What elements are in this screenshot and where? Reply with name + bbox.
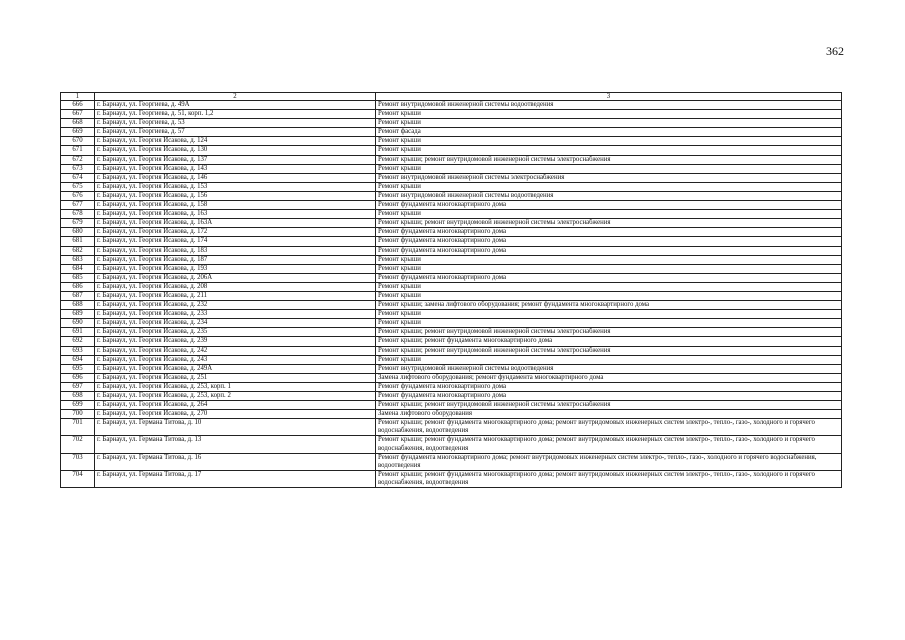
table-row — [61, 128, 842, 137]
table-row — [61, 419, 842, 436]
row-number-cell: 688 — [61, 301, 95, 310]
works-cell: Ремонт крыши — [376, 210, 842, 219]
row-number-cell: 699 — [61, 401, 95, 410]
row-number-cell: 683 — [61, 255, 95, 264]
address-cell: г. Барнаул, ул. Георгия Исакова, д. 163А — [95, 219, 376, 228]
table-row — [61, 337, 842, 346]
address-cell: г. Барнаул, ул. Германа Титова, д. 17 — [95, 470, 376, 487]
table-row — [61, 273, 842, 282]
address-cell: г. Барнаул, ул. Георгия Исакова, д. 243 — [95, 355, 376, 364]
address-cell: г. Барнаул, ул. Георгия Исакова, д. 249А — [95, 364, 376, 373]
works-cell: Ремонт крыши — [376, 182, 842, 191]
works-cell: Ремонт крыши; ремонт внутридомовой инженерной системы электроснабжения — [376, 328, 842, 337]
row-number-cell: 670 — [61, 137, 95, 146]
row-number-cell: 668 — [61, 119, 95, 128]
table-row — [61, 219, 842, 228]
header-cell-address: 2 — [95, 93, 376, 101]
table-row — [61, 101, 842, 110]
table-row — [61, 382, 842, 391]
row-number-cell: 672 — [61, 155, 95, 164]
row-number-cell: 702 — [61, 436, 95, 453]
works-cell: Ремонт крыши; ремонт фундамента многоквартирного дома; ремонт внутридомовых инженерных систем электро-, тепло-, газо-, холодного и горячего водоснабжения, водоотведения — [376, 436, 842, 453]
row-number-cell: 698 — [61, 392, 95, 401]
works-cell: Ремонт крыши; ремонт внутридомовой инженерной системы электроснабжения — [376, 155, 842, 164]
table-row — [61, 146, 842, 155]
address-cell: г. Барнаул, ул. Георгия Исакова, д. 264 — [95, 401, 376, 410]
row-number-cell: 695 — [61, 364, 95, 373]
address-cell: г. Барнаул, ул. Германа Титова, д. 10 — [95, 419, 376, 436]
table-row — [61, 346, 842, 355]
table-row — [61, 164, 842, 173]
works-cell: Ремонт крыши — [376, 291, 842, 300]
row-number-cell: 671 — [61, 146, 95, 155]
address-cell: г. Барнаул, ул. Георгия Исакова, д. 146 — [95, 173, 376, 182]
row-number-cell: 690 — [61, 319, 95, 328]
table-row — [61, 246, 842, 255]
row-number-cell: 697 — [61, 382, 95, 391]
row-number-cell: 696 — [61, 373, 95, 382]
address-cell: г. Барнаул, ул. Георгия Исакова, д. 242 — [95, 346, 376, 355]
works-cell: Ремонт внутридомовой инженерной системы водоотведения — [376, 191, 842, 200]
row-number-cell: 681 — [61, 237, 95, 246]
row-number-cell: 675 — [61, 182, 95, 191]
address-cell: г. Барнаул, ул. Георгия Исакова, д. 143 — [95, 164, 376, 173]
row-number-cell: 677 — [61, 201, 95, 210]
works-cell: Ремонт крыши; ремонт фундамента многоквартирного дома; ремонт внутридомовых инженерных систем электро-, тепло-, газо-, холодного и горячего водоснабжения, водоотведения — [376, 419, 842, 436]
table-row — [61, 173, 842, 182]
table-row — [61, 355, 842, 364]
address-cell: г. Барнаул, ул. Георгиева, д. 57 — [95, 128, 376, 137]
table-row — [61, 301, 842, 310]
address-cell: г. Барнаул, ул. Георгия Исакова, д. 156 — [95, 191, 376, 200]
row-number-cell: 701 — [61, 419, 95, 436]
works-cell: Ремонт крыши — [376, 164, 842, 173]
address-cell: г. Барнаул, ул. Георгия Исакова, д. 233 — [95, 310, 376, 319]
address-cell: г. Барнаул, ул. Георгиева, д. 49А — [95, 101, 376, 110]
row-number-cell: 667 — [61, 110, 95, 119]
row-number-cell: 686 — [61, 282, 95, 291]
table-row — [61, 255, 842, 264]
table-body — [61, 93, 842, 488]
address-cell: г. Барнаул, ул. Георгия Исакова, д. 235 — [95, 328, 376, 337]
works-cell: Ремонт крыши — [376, 355, 842, 364]
address-cell: г. Барнаул, ул. Георгиева, д. 51, корп. 1,2 — [95, 110, 376, 119]
address-cell: г. Барнаул, ул. Георгия Исакова, д. 183 — [95, 246, 376, 255]
works-cell: Ремонт крыши — [376, 137, 842, 146]
row-number-cell: 678 — [61, 210, 95, 219]
address-cell: г. Барнаул, ул. Георгия Исакова, д. 163 — [95, 210, 376, 219]
works-cell: Ремонт крыши; ремонт фундамента многоквартирного дома; ремонт внутридомовых инженерных систем электро-, тепло-, газо-, холодного и горячего водоснабжения, водоотведения — [376, 470, 842, 487]
address-cell: г. Барнаул, ул. Георгия Исакова, д. 130 — [95, 146, 376, 155]
works-cell: Ремонт крыши — [376, 110, 842, 119]
address-cell: г. Барнаул, ул. Георгия Исакова, д. 208 — [95, 282, 376, 291]
row-number-cell: 679 — [61, 219, 95, 228]
works-cell: Ремонт фундамента многоквартирного дома — [376, 237, 842, 246]
works-cell: Ремонт фасада — [376, 128, 842, 137]
row-number-cell: 700 — [61, 410, 95, 419]
row-number-cell: 685 — [61, 273, 95, 282]
address-cell: г. Барнаул, ул. Георгия Исакова, д. 187 — [95, 255, 376, 264]
address-cell: г. Барнаул, ул. Георгия Исакова, д. 234 — [95, 319, 376, 328]
address-cell: г. Барнаул, ул. Георгия Исакова, д. 253, корп. 2 — [95, 392, 376, 401]
table-row — [61, 201, 842, 210]
row-number-cell: 689 — [61, 310, 95, 319]
table-row — [61, 228, 842, 237]
table-row — [61, 110, 842, 119]
row-number-cell: 687 — [61, 291, 95, 300]
row-number-cell: 674 — [61, 173, 95, 182]
page-number: 362 — [826, 44, 844, 58]
row-number-cell: 680 — [61, 228, 95, 237]
row-number-cell: 691 — [61, 328, 95, 337]
table-header-row — [61, 93, 842, 101]
table-row — [61, 319, 842, 328]
table-row — [61, 401, 842, 410]
address-cell: г. Барнаул, ул. Германа Титова, д. 16 — [95, 453, 376, 470]
table-row — [61, 364, 842, 373]
header-cell-number: 1 — [61, 93, 95, 101]
works-cell: Ремонт внутридомовой инженерной системы водоотведения — [376, 101, 842, 110]
works-cell: Ремонт внутридомовой инженерной системы электроснабжения — [376, 173, 842, 182]
table-row — [61, 191, 842, 200]
table-row — [61, 470, 842, 487]
works-cell: Ремонт крыши; замена лифтового оборудования; ремонт фундамента многоквартирного дома — [376, 301, 842, 310]
table-row — [61, 392, 842, 401]
works-cell: Ремонт крыши; ремонт внутридомовой инженерной системы электроснабжения — [376, 219, 842, 228]
table-row — [61, 182, 842, 191]
works-cell: Ремонт фундамента многоквартирного дома — [376, 246, 842, 255]
works-cell: Ремонт крыши — [376, 264, 842, 273]
table-row — [61, 155, 842, 164]
table-row — [61, 264, 842, 273]
table-row — [61, 291, 842, 300]
address-cell: г. Барнаул, ул. Георгия Исакова, д. 174 — [95, 237, 376, 246]
header-cell-works: 3 — [376, 93, 842, 101]
row-number-cell: 676 — [61, 191, 95, 200]
works-cell: Ремонт фундамента многоквартирного дома — [376, 273, 842, 282]
address-cell: г. Барнаул, ул. Георгия Исакова, д. 253, корп. 1 — [95, 382, 376, 391]
row-number-cell: 666 — [61, 101, 95, 110]
works-table — [60, 92, 842, 488]
address-cell: г. Барнаул, ул. Георгия Исакова, д. 172 — [95, 228, 376, 237]
works-cell: Ремонт крыши — [376, 310, 842, 319]
address-cell: г. Барнаул, ул. Георгия Исакова, д. 232 — [95, 301, 376, 310]
works-cell: Ремонт крыши; ремонт внутридомовой инженерной системы электроснабжения — [376, 346, 842, 355]
works-cell: Ремонт крыши — [376, 146, 842, 155]
works-cell: Ремонт крыши; ремонт внутридомовой инженерной системы электроснабжения — [376, 401, 842, 410]
row-number-cell: 684 — [61, 264, 95, 273]
table-row — [61, 119, 842, 128]
row-number-cell: 682 — [61, 246, 95, 255]
works-cell: Замена лифтового оборудования — [376, 410, 842, 419]
row-number-cell: 703 — [61, 453, 95, 470]
address-cell: г. Барнаул, ул. Георгия Исакова, д. 211 — [95, 291, 376, 300]
address-cell: г. Барнаул, ул. Георгиева, д. 53 — [95, 119, 376, 128]
works-cell: Замена лифтового оборудования; ремонт фундамента многоквартирного дома — [376, 373, 842, 382]
works-cell: Ремонт фундамента многоквартирного дома — [376, 392, 842, 401]
row-number-cell: 692 — [61, 337, 95, 346]
row-number-cell: 693 — [61, 346, 95, 355]
works-cell: Ремонт крыши — [376, 255, 842, 264]
table-row — [61, 237, 842, 246]
address-cell: г. Барнаул, ул. Георгия Исакова, д. 239 — [95, 337, 376, 346]
row-number-cell: 673 — [61, 164, 95, 173]
table-row — [61, 436, 842, 453]
row-number-cell: 694 — [61, 355, 95, 364]
address-cell: г. Барнаул, ул. Георгия Исакова, д. 137 — [95, 155, 376, 164]
table-row — [61, 210, 842, 219]
address-cell: г. Барнаул, ул. Георгия Исакова, д. 158 — [95, 201, 376, 210]
works-cell: Ремонт крыши; ремонт фундамента многоквартирного дома — [376, 337, 842, 346]
address-cell: г. Барнаул, ул. Георгия Исакова, д. 206А — [95, 273, 376, 282]
table-row — [61, 453, 842, 470]
works-cell: Ремонт фундамента многоквартирного дома — [376, 382, 842, 391]
address-cell: г. Барнаул, ул. Георгия Исакова, д. 124 — [95, 137, 376, 146]
works-cell: Ремонт фундамента многоквартирного дома — [376, 228, 842, 237]
table-row — [61, 310, 842, 319]
row-number-cell: 669 — [61, 128, 95, 137]
table-row — [61, 137, 842, 146]
table-row — [61, 328, 842, 337]
address-cell: г. Барнаул, ул. Германа Титова, д. 13 — [95, 436, 376, 453]
works-cell: Ремонт фундамента многоквартирного дома — [376, 201, 842, 210]
works-cell: Ремонт внутридомовой инженерной системы водоотведения — [376, 364, 842, 373]
address-cell: г. Барнаул, ул. Георгия Исакова, д. 153 — [95, 182, 376, 191]
works-cell: Ремонт крыши — [376, 119, 842, 128]
table-row — [61, 373, 842, 382]
table-row — [61, 282, 842, 291]
works-cell: Ремонт крыши — [376, 282, 842, 291]
works-cell: Ремонт фундамента многоквартирного дома; ремонт внутридомовых инженерных систем электро-, тепло-, газо-, холодного и горячего водоснабжения, водоотведения — [376, 453, 842, 470]
address-cell: г. Барнаул, ул. Георгия Исакова, д. 251 — [95, 373, 376, 382]
works-cell: Ремонт крыши — [376, 319, 842, 328]
row-number-cell: 704 — [61, 470, 95, 487]
table-row — [61, 410, 842, 419]
address-cell: г. Барнаул, ул. Георгия Исакова, д. 270 — [95, 410, 376, 419]
address-cell: г. Барнаул, ул. Георгия Исакова, д. 193 — [95, 264, 376, 273]
